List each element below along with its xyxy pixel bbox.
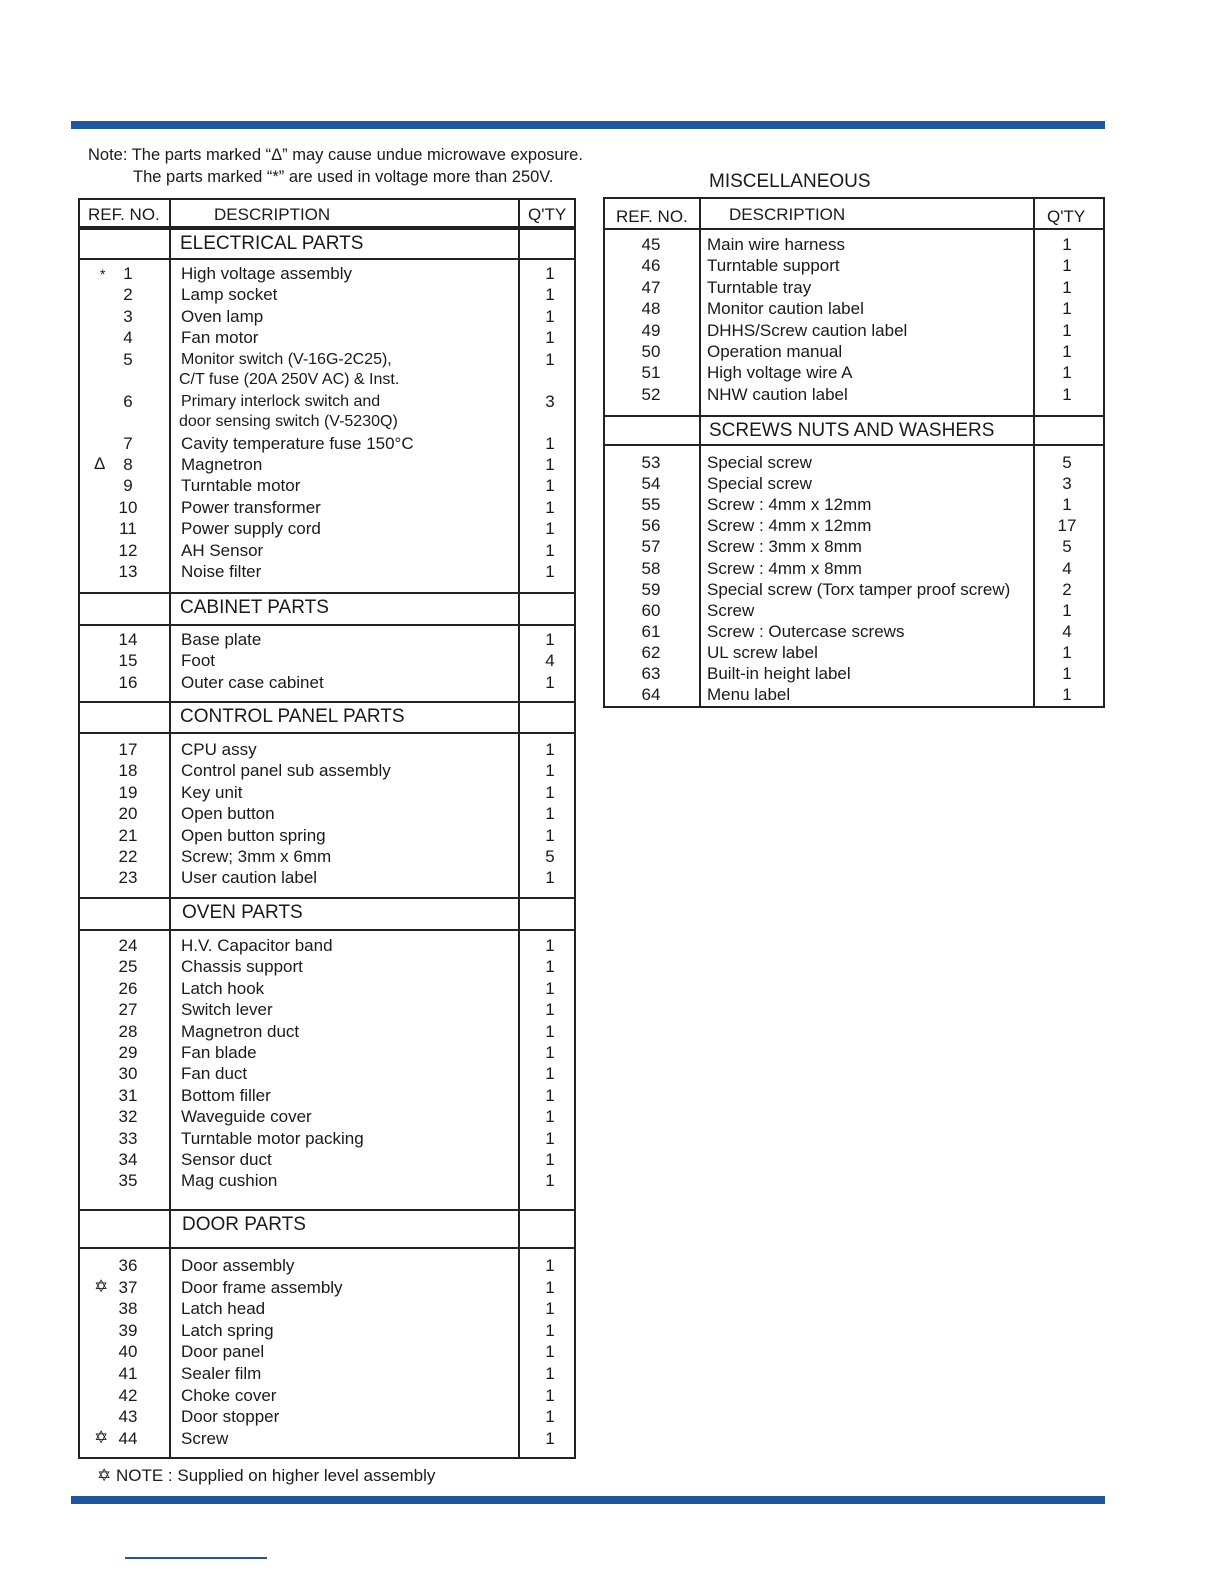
part-quantity: 1	[545, 1085, 555, 1105]
footer-underline	[125, 1557, 267, 1559]
part-quantity: 2	[1062, 579, 1072, 599]
ref-number: 47	[641, 277, 661, 297]
ref-number: 28	[118, 1021, 138, 1041]
part-quantity: 1	[545, 1428, 555, 1448]
part-description: Menu label	[707, 685, 791, 705]
part-description: Foot	[181, 651, 216, 671]
part-quantity: 1	[545, 306, 555, 326]
ref-number: 30	[118, 1064, 138, 1084]
section-rule-bottom	[80, 1247, 574, 1249]
ref-number: 5	[123, 349, 133, 369]
part-quantity: 1	[545, 1407, 555, 1427]
part-quantity: 1	[545, 433, 555, 453]
ref-number: 52	[641, 384, 661, 404]
part-description: Sealer film	[181, 1364, 262, 1383]
ref-number: 49	[641, 320, 661, 340]
part-description: Base plate	[181, 630, 262, 649]
part-description: Sensor duct	[181, 1150, 272, 1169]
header-qty: Q'TY	[1047, 207, 1086, 226]
part-quantity: 1	[1062, 256, 1072, 276]
part-quantity: 1	[1062, 384, 1072, 404]
header-rule	[80, 226, 574, 228]
part-description: Bottom filler	[181, 1085, 271, 1105]
part-description: Waveguide cover	[181, 1107, 312, 1127]
section-title: SCREWS NUTS AND WASHERS	[709, 420, 995, 441]
part-description: Door frame assembly	[181, 1277, 343, 1297]
part-quantity: 1	[545, 740, 555, 759]
section-title: OVEN PARTS	[182, 902, 303, 923]
part-description: Door panel	[181, 1342, 265, 1362]
ref-number: 58	[641, 558, 661, 578]
part-description: Choke cover	[181, 1385, 277, 1405]
part-quantity: 1	[545, 1320, 555, 1340]
part-quantity: 1	[545, 519, 555, 539]
section-rule-bottom	[80, 929, 574, 931]
top-rule	[71, 121, 1105, 129]
part-description: Fan blade	[181, 1043, 257, 1062]
ref-number: 7	[123, 433, 133, 453]
band-mask	[80, 594, 574, 624]
part-quantity: 1	[545, 868, 555, 888]
part-description: CPU assy	[181, 740, 257, 759]
part-quantity: 5	[1062, 453, 1072, 472]
part-description: Turntable motor packing	[181, 1128, 364, 1148]
part-quantity: 1	[545, 328, 555, 348]
part-description: AH Sensor	[181, 540, 264, 560]
ref-number: 54	[641, 474, 661, 494]
ref-number: 20	[118, 804, 138, 824]
part-quantity: 1	[545, 804, 555, 824]
part-description: Door stopper	[181, 1407, 280, 1427]
part-quantity: 1	[545, 285, 555, 305]
part-quantity: 1	[545, 455, 555, 474]
ref-number: 1	[123, 264, 133, 283]
part-quantity: 1	[545, 782, 555, 802]
part-description: Special screw (Torx tamper proof screw)	[707, 579, 1011, 599]
part-quantity: 1	[545, 1277, 555, 1297]
ref-number: 39	[118, 1320, 138, 1340]
part-quantity: 1	[545, 1171, 555, 1191]
ref-number: 41	[118, 1364, 138, 1383]
part-description: Screw	[707, 600, 755, 620]
part-description: Screw : Outercase screws	[707, 621, 905, 641]
ref-number: 63	[641, 664, 661, 683]
part-description: Primary interlock switch and	[181, 392, 381, 410]
part-quantity: 1	[1062, 277, 1072, 297]
ref-number: 53	[641, 453, 661, 472]
header-ref-no: REF. NO.	[88, 205, 160, 224]
part-quantity: 3	[1062, 474, 1072, 494]
part-description: Power transformer	[181, 497, 321, 517]
ref-number: 19	[118, 782, 138, 802]
part-quantity: 5	[1062, 537, 1072, 557]
part-description: H.V. Capacitor band	[181, 936, 333, 955]
ref-number: 32	[118, 1107, 138, 1127]
part-description: Turntable motor	[181, 476, 301, 496]
part-description: Operation manual	[707, 342, 843, 361]
ref-number: 42	[118, 1385, 138, 1405]
part-description: Control panel sub assembly	[181, 761, 391, 781]
part-description: Fan motor	[181, 328, 259, 348]
ref-number: 57	[641, 537, 661, 557]
part-quantity: 1	[545, 1150, 555, 1169]
part-description: Monitor caution label	[707, 299, 864, 319]
part-quantity: 1	[545, 957, 555, 977]
part-quantity: 1	[545, 1299, 555, 1319]
part-description: Screw : 4mm x 12mm	[707, 495, 872, 515]
part-quantity: 1	[545, 1064, 555, 1084]
ref-number: 26	[118, 978, 138, 998]
part-quantity: 1	[545, 672, 555, 692]
ref-number: 40	[118, 1342, 138, 1362]
ref-number: 15	[118, 651, 138, 671]
part-quantity: 17	[1057, 516, 1077, 536]
part-quantity: 1	[545, 1385, 555, 1405]
ref-number: 25	[118, 957, 138, 977]
ref-number: 14	[118, 630, 138, 649]
hazard-mark: ✡	[94, 1276, 109, 1296]
supplied-assembly-note: ✡ NOTE : Supplied on higher level assembly	[97, 1466, 436, 1485]
part-description: Screw	[181, 1428, 229, 1448]
ref-number: 46	[641, 256, 661, 276]
part-description: Switch lever	[181, 1000, 273, 1020]
header-ref-no: REF. NO.	[616, 207, 688, 226]
hazard-mark: ✡	[94, 1427, 109, 1447]
header-rule	[605, 228, 1103, 230]
part-quantity: 1	[1062, 495, 1072, 515]
ref-number: 24	[118, 936, 138, 955]
part-description: Power supply cord	[181, 519, 321, 539]
part-description: Latch head	[181, 1299, 266, 1319]
ref-number: 10	[118, 497, 138, 517]
hazard-mark: *	[100, 266, 106, 282]
part-description: Special screw	[707, 453, 812, 472]
part-description: Chassis support	[181, 957, 303, 977]
ref-number: 12	[118, 540, 138, 560]
part-quantity: 4	[545, 651, 555, 671]
bottom-rule	[71, 1496, 1105, 1504]
section-rule-bottom	[80, 624, 574, 626]
part-quantity: 1	[545, 1107, 555, 1127]
part-quantity: 1	[545, 497, 555, 517]
part-description: Oven lamp	[181, 306, 264, 326]
part-quantity: 1	[545, 562, 555, 581]
ref-number: 51	[641, 363, 661, 383]
ref-number: 43	[118, 1407, 138, 1427]
section-title: CABINET PARTS	[180, 597, 329, 618]
part-description: Turntable tray	[707, 277, 812, 297]
part-quantity: 1	[545, 936, 555, 955]
part-description: Main wire harness	[707, 235, 845, 254]
part-description: Magnetron	[181, 455, 263, 474]
section-rule-bottom	[605, 444, 1103, 446]
ref-number: 48	[641, 299, 661, 319]
section-title: ELECTRICAL PARTS	[180, 233, 364, 254]
ref-number: 2	[123, 285, 133, 305]
misc-parts-table	[603, 197, 1105, 708]
part-description: NHW caution label	[707, 384, 848, 404]
ref-number: 64	[641, 685, 661, 705]
part-description: Magnetron duct	[181, 1021, 300, 1041]
ref-number: 31	[118, 1085, 138, 1105]
part-quantity: 1	[1062, 320, 1072, 340]
column-divider-ref	[699, 199, 701, 706]
ref-number: 17	[118, 740, 138, 759]
ref-number: 33	[118, 1128, 138, 1148]
part-description: High voltage assembly	[181, 264, 353, 283]
part-quantity: 4	[1062, 621, 1072, 641]
part-description: Screw : 3mm x 8mm	[707, 537, 862, 557]
part-quantity: 1	[545, 1043, 555, 1062]
column-divider-qty	[1033, 199, 1035, 706]
part-description-line-2: door sensing switch (V-5230Q)	[179, 412, 398, 430]
ref-number: 50	[641, 342, 661, 361]
part-quantity: 1	[545, 1256, 555, 1275]
section-title: DOOR PARTS	[182, 1214, 306, 1235]
ref-number: 18	[118, 761, 138, 781]
part-description: Open button spring	[181, 825, 326, 845]
part-quantity: 1	[1062, 685, 1072, 705]
part-description: Outer case cabinet	[181, 672, 324, 692]
part-quantity: 3	[545, 391, 555, 411]
part-quantity: 1	[545, 1128, 555, 1148]
ref-number: 34	[118, 1150, 138, 1169]
part-description: Screw : 4mm x 8mm	[707, 558, 862, 578]
ref-number: 8	[123, 455, 133, 474]
part-quantity: 1	[1062, 600, 1072, 620]
ref-number: 9	[123, 476, 133, 496]
part-quantity: 1	[545, 264, 555, 283]
ref-number: 44	[118, 1428, 138, 1448]
part-description: Latch hook	[181, 978, 265, 998]
part-quantity: 1	[545, 540, 555, 560]
part-description: Door assembly	[181, 1256, 295, 1275]
ref-number: 38	[118, 1299, 138, 1319]
ref-number: 55	[641, 495, 661, 515]
part-quantity: 1	[545, 630, 555, 649]
part-quantity: 1	[545, 1000, 555, 1020]
ref-number: 23	[118, 868, 138, 888]
section-rule-top	[80, 897, 574, 899]
ref-number: 13	[118, 562, 138, 581]
header-qty: Q'TY	[528, 205, 567, 224]
ref-number: 62	[641, 642, 661, 662]
parts-list-table	[78, 198, 576, 1459]
ref-number: 61	[641, 621, 661, 641]
part-description: High voltage wire A	[707, 363, 853, 383]
miscellaneous-title: MISCELLANEOUS	[709, 171, 871, 192]
ref-number: 6	[123, 391, 133, 411]
part-quantity: 1	[1062, 642, 1072, 662]
part-description: Key unit	[181, 782, 243, 802]
ref-number: 21	[118, 825, 138, 845]
ref-number: 16	[118, 672, 138, 692]
part-quantity: 1	[545, 476, 555, 496]
part-description: Special screw	[707, 474, 812, 494]
part-description: UL screw label	[707, 642, 818, 662]
ref-number: 37	[118, 1277, 138, 1297]
part-quantity: 1	[1062, 342, 1072, 361]
ref-number: 22	[118, 847, 138, 866]
part-description: Open button	[181, 804, 275, 824]
part-quantity: 1	[1062, 235, 1072, 254]
ref-number: 35	[118, 1171, 138, 1191]
part-description: Fan duct	[181, 1064, 248, 1084]
header-description: DESCRIPTION	[729, 205, 846, 224]
part-quantity: 1	[1062, 363, 1072, 383]
band-mask	[80, 230, 574, 258]
section-rule-bottom	[80, 258, 574, 260]
part-description: Screw; 3mm x 6mm	[181, 847, 332, 866]
part-description: Built-in height label	[707, 664, 851, 683]
ref-number: 60	[641, 600, 661, 620]
section-rule-top	[605, 415, 1103, 417]
part-quantity: 5	[545, 847, 555, 866]
ref-number: 59	[641, 579, 661, 599]
band-mask	[80, 703, 574, 732]
part-quantity: 1	[545, 978, 555, 998]
column-divider-ref	[169, 200, 171, 1457]
part-quantity: 4	[1062, 558, 1072, 578]
part-description: Monitor switch (V-16G-2C25),	[181, 350, 392, 368]
note-line-2: The parts marked “*” are used in voltage more than 250V.	[133, 168, 554, 186]
part-description: Latch spring	[181, 1320, 274, 1340]
part-quantity: 1	[1062, 299, 1072, 319]
part-quantity: 1	[545, 1364, 555, 1383]
part-quantity: 1	[545, 761, 555, 781]
part-description: Cavity temperature fuse 150°C	[181, 433, 414, 453]
hazard-mark: Δ	[94, 454, 106, 473]
header-description: DESCRIPTION	[214, 205, 331, 224]
part-quantity: 1	[545, 1342, 555, 1362]
ref-number: 56	[641, 516, 661, 536]
part-quantity: 1	[545, 825, 555, 845]
part-description-line-2: C/T fuse (20A 250V AC) & Inst.	[179, 370, 400, 388]
section-rule-bottom	[80, 732, 574, 734]
part-description: Lamp socket	[181, 285, 278, 305]
ref-number: 29	[118, 1043, 138, 1062]
section-title: CONTROL PANEL PARTS	[180, 706, 405, 727]
part-description: Noise filter	[181, 562, 262, 581]
part-description: User caution label	[181, 868, 318, 888]
ref-number: 11	[119, 519, 137, 539]
part-quantity: 1	[545, 349, 555, 369]
part-description: DHHS/Screw caution label	[707, 320, 908, 340]
ref-number: 45	[641, 235, 661, 254]
ref-number: 27	[118, 1000, 138, 1020]
ref-number: 4	[123, 328, 133, 348]
ref-number: 3	[123, 306, 133, 326]
part-description: Turntable support	[707, 256, 840, 276]
part-description: Screw : 4mm x 12mm	[707, 516, 872, 536]
column-divider-qty	[518, 200, 520, 1457]
part-quantity: 1	[1062, 664, 1072, 683]
parts-note	[88, 144, 583, 188]
part-description: Mag cushion	[181, 1171, 278, 1191]
note-line-1: Note: The parts marked “Δ” may cause undue microwave exposure.	[88, 146, 583, 164]
part-quantity: 1	[545, 1021, 555, 1041]
ref-number: 36	[118, 1256, 138, 1275]
section-rule-top	[80, 1209, 574, 1211]
